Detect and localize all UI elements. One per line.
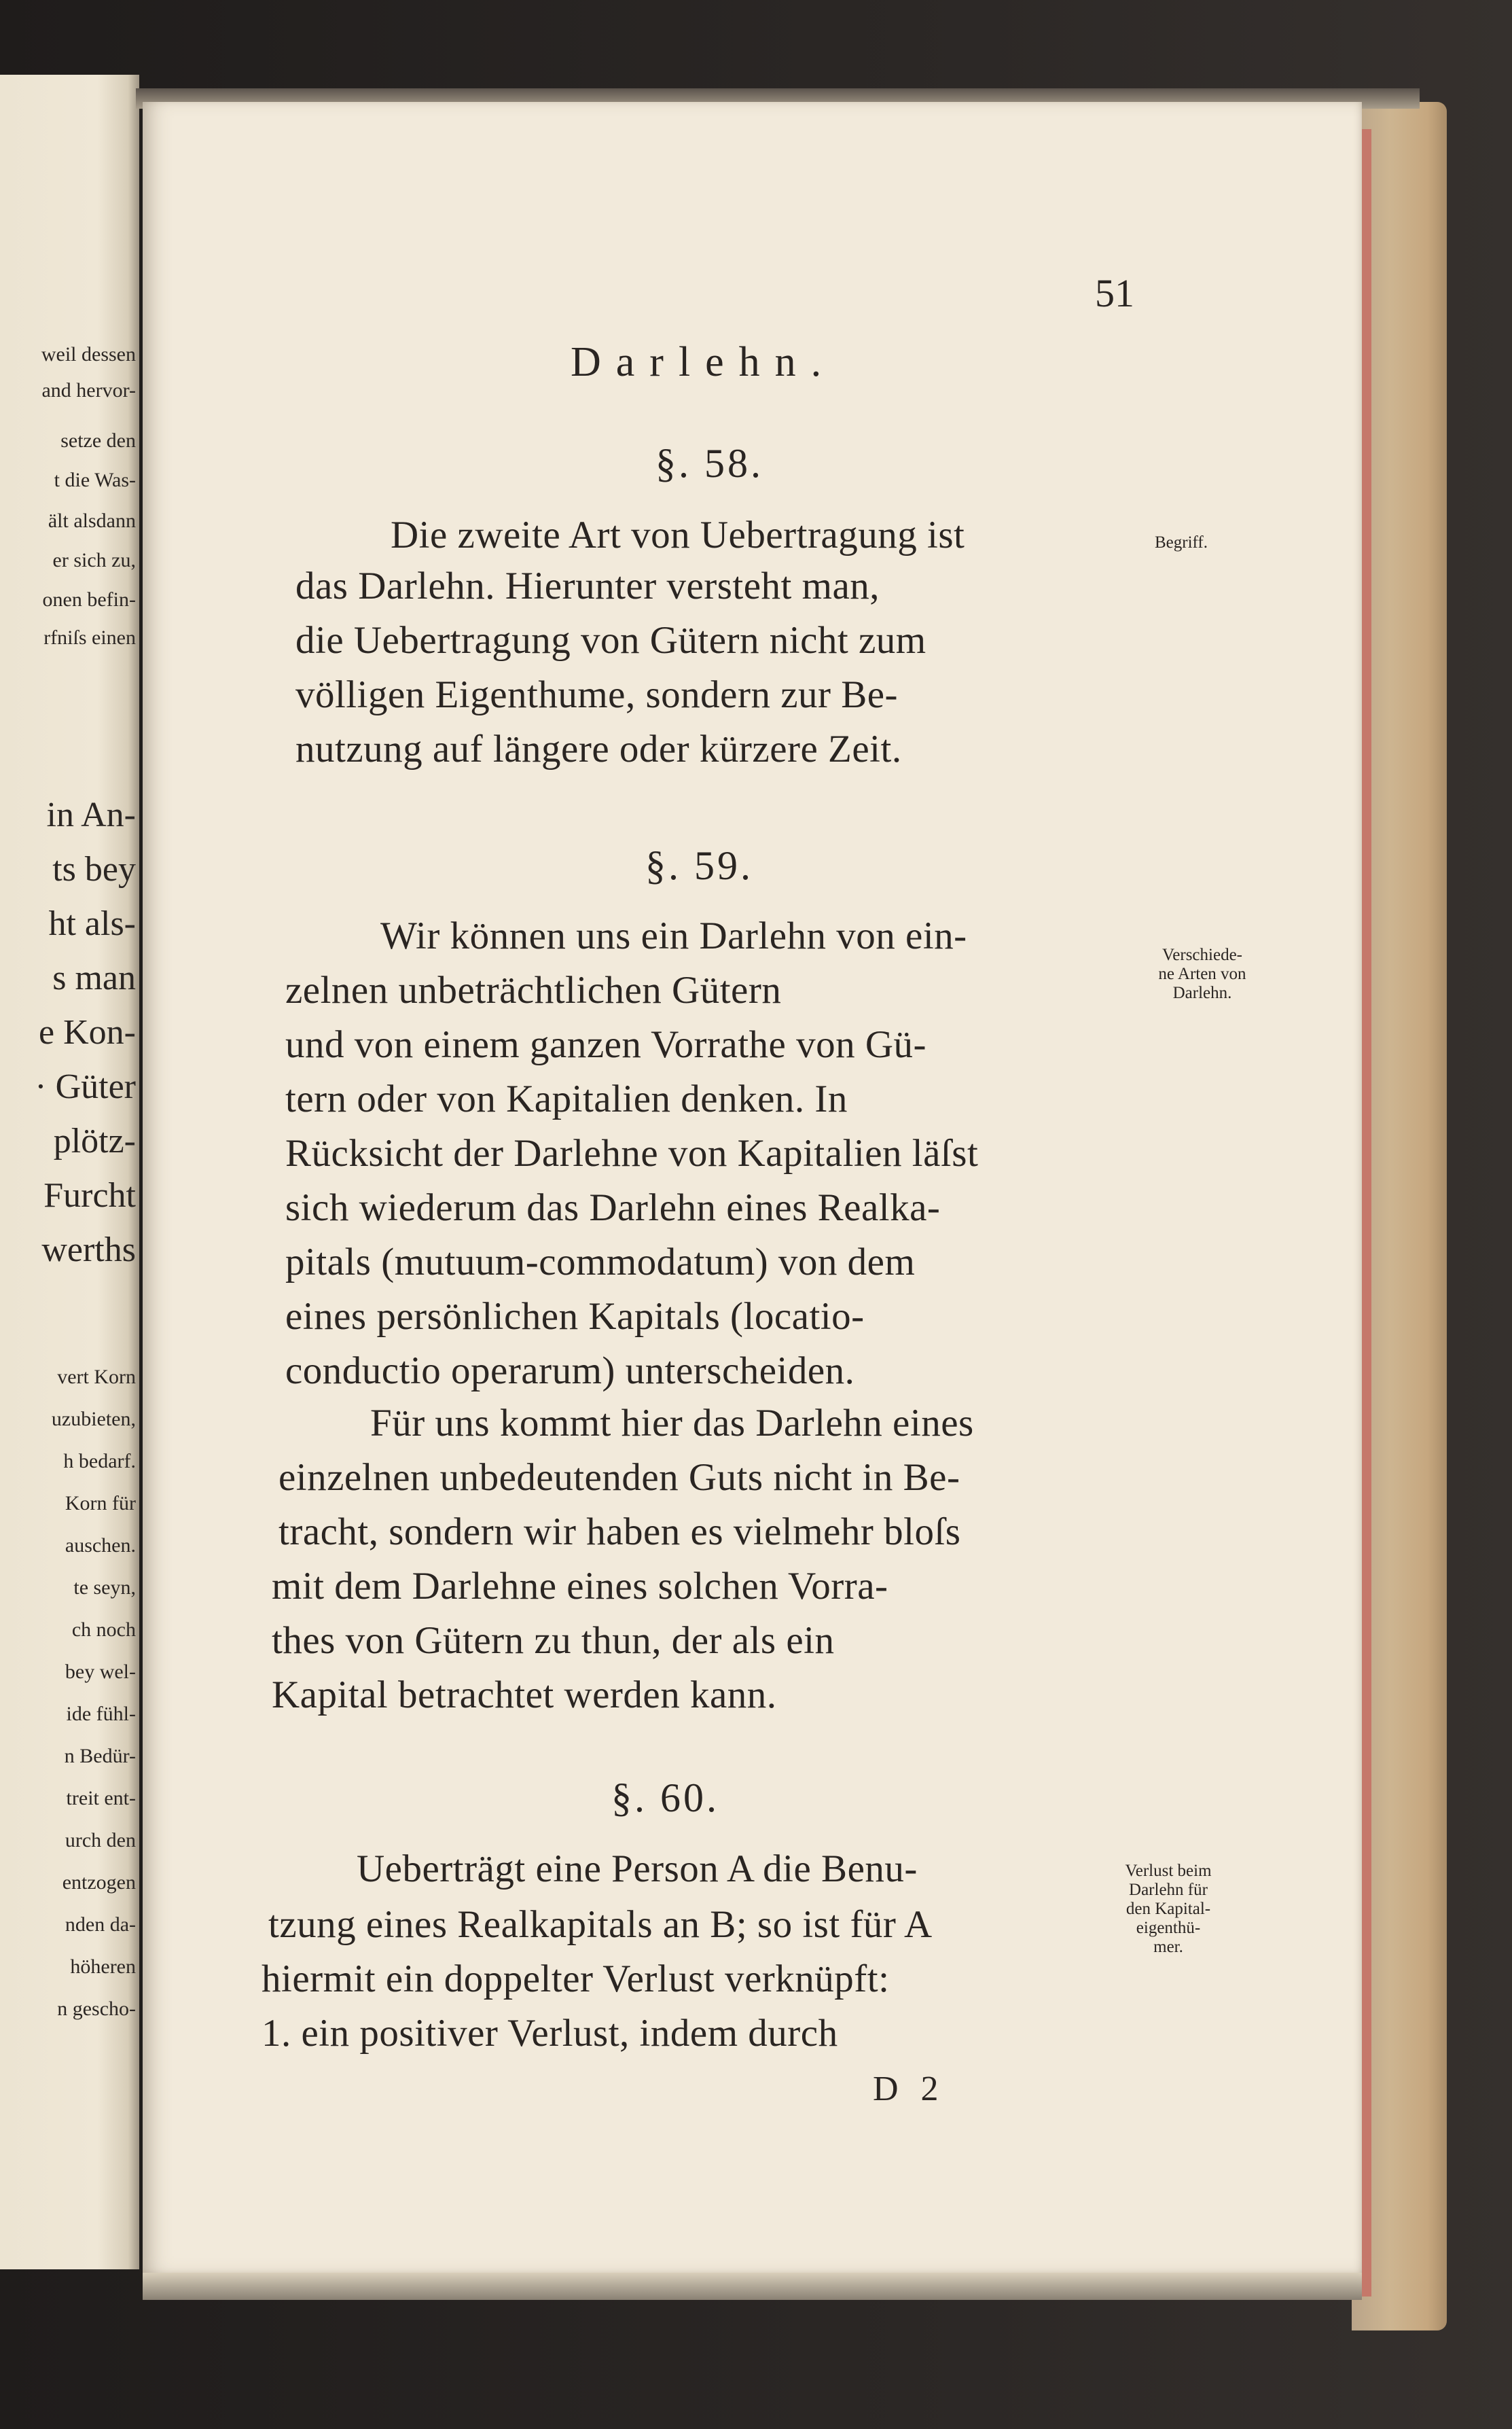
- left-fragment: Furcht: [43, 1176, 136, 1215]
- left-fragment: setze den: [60, 429, 136, 452]
- left-fragment: onen befin-: [42, 588, 136, 611]
- left-fragment: auschen.: [65, 1534, 136, 1557]
- text-line: Ueberträgt eine Person A die Benu-: [357, 1847, 918, 1890]
- text-line: völligen Eigenthume, sondern zur Be-: [295, 673, 899, 716]
- left-fragment: · Güter: [35, 1067, 136, 1106]
- text-line: pitals (mutuum-commodatum) von dem: [285, 1241, 916, 1283]
- cover-red-edge: [1362, 129, 1371, 2297]
- left-fragment: vert Korn: [57, 1366, 136, 1388]
- text-line: Kapital betrachtet werden kann.: [272, 1673, 777, 1716]
- text-line: mit dem Darlehne eines solchen Vorra-: [272, 1565, 888, 1608]
- left-fragment: rfniſs einen: [43, 626, 136, 649]
- text-line: 1. ein positiver Verlust, indem durch: [262, 2012, 838, 2055]
- left-fragment: ch noch: [71, 1618, 136, 1641]
- left-fragment: n Bedür-: [64, 1745, 136, 1767]
- margin-note-verlust: Verlust beim Darlehn für den Kapital- eigenthü- mer.: [1125, 1862, 1212, 1956]
- left-fragment: urch den: [65, 1829, 136, 1851]
- section-sign-60: §. 60.: [611, 1775, 719, 1820]
- left-fragment: Korn für: [65, 1492, 136, 1514]
- text-line: und von einem ganzen Vorrathe von Gü-: [285, 1023, 926, 1066]
- text-line: die Uebertragung von Gütern nicht zum: [295, 619, 926, 662]
- left-fragment: s man: [52, 959, 136, 997]
- left-fragment: h bedarf.: [63, 1450, 136, 1472]
- left-fragment: n gescho-: [57, 1998, 136, 2020]
- text-line: das Darlehn. Hierunter versteht man,: [295, 565, 880, 607]
- page-number: 51: [1095, 271, 1134, 315]
- left-fragment: höheren: [70, 1955, 136, 1978]
- left-fragment: ts bey: [52, 850, 136, 889]
- left-fragment: e Kon-: [39, 1013, 136, 1052]
- left-fragment: and hervor-: [41, 379, 136, 402]
- section-sign-58: §. 58.: [655, 441, 763, 486]
- text-line: Für uns kommt hier das Darlehn eines: [370, 1402, 974, 1444]
- running-head: Darlehn.: [571, 339, 837, 385]
- text-line: zelnen unbeträchtlichen Gütern: [285, 969, 782, 1012]
- left-fragment: uzubieten,: [51, 1408, 136, 1430]
- left-fragment: er sich zu,: [52, 549, 136, 571]
- section-sign-59: §. 59.: [645, 843, 753, 888]
- text-line: tracht, sondern wir haben es vielmehr bloſs: [278, 1510, 961, 1553]
- margin-note-begriff: Begriff.: [1155, 533, 1208, 552]
- text-line: sich wiederum das Darlehn eines Realka-: [285, 1186, 941, 1229]
- left-fragment: treit ent-: [66, 1787, 136, 1809]
- text-line: thes von Gütern zu thun, der als ein: [272, 1619, 835, 1662]
- left-fragment: t die Was-: [54, 469, 136, 491]
- page-bottom-edge: [143, 2273, 1362, 2300]
- text-line: nutzung auf längere oder kürzere Zeit.: [295, 728, 902, 770]
- left-fragment: ide fühl-: [66, 1703, 136, 1725]
- text-line: hiermit ein doppelter Verlust verknüpft:: [262, 1957, 890, 2000]
- text-line: tern oder von Kapitalien denken. In: [285, 1078, 848, 1120]
- text-line: Rücksicht der Darlehne von Kapitalien läſst: [285, 1132, 979, 1175]
- left-facing-page: [0, 75, 139, 2269]
- left-fragment: ht als-: [48, 904, 136, 943]
- left-fragment: bey wel-: [65, 1661, 136, 1683]
- text-line: einzelnen unbedeutenden Guts nicht in Be-: [278, 1456, 960, 1499]
- text-line: Die zweite Art von Uebertragung ist: [391, 514, 965, 556]
- text-line: Wir können uns ein Darlehn von ein-: [380, 915, 967, 957]
- left-fragment: te seyn,: [73, 1576, 136, 1599]
- text-line: tzung eines Realkapitals an B; so ist für A: [268, 1903, 933, 1946]
- left-fragment: plötz-: [53, 1122, 136, 1160]
- text-line: eines persönlichen Kapitals (locatio-: [285, 1295, 865, 1338]
- signature-mark: D 2: [873, 2070, 946, 2108]
- margin-note-verschiedene-arten: Verschiede- ne Arten von Darlehn.: [1158, 946, 1246, 1002]
- left-fragment: weil dessen: [41, 343, 136, 366]
- left-fragment: entzogen: [62, 1871, 136, 1894]
- left-fragment: nden da-: [65, 1913, 136, 1936]
- left-fragment: ält alsdann: [48, 510, 136, 532]
- left-fragment: in An-: [46, 796, 136, 834]
- text-line: conductio operarum) unterscheiden.: [285, 1349, 855, 1392]
- left-fragment: werths: [41, 1230, 136, 1269]
